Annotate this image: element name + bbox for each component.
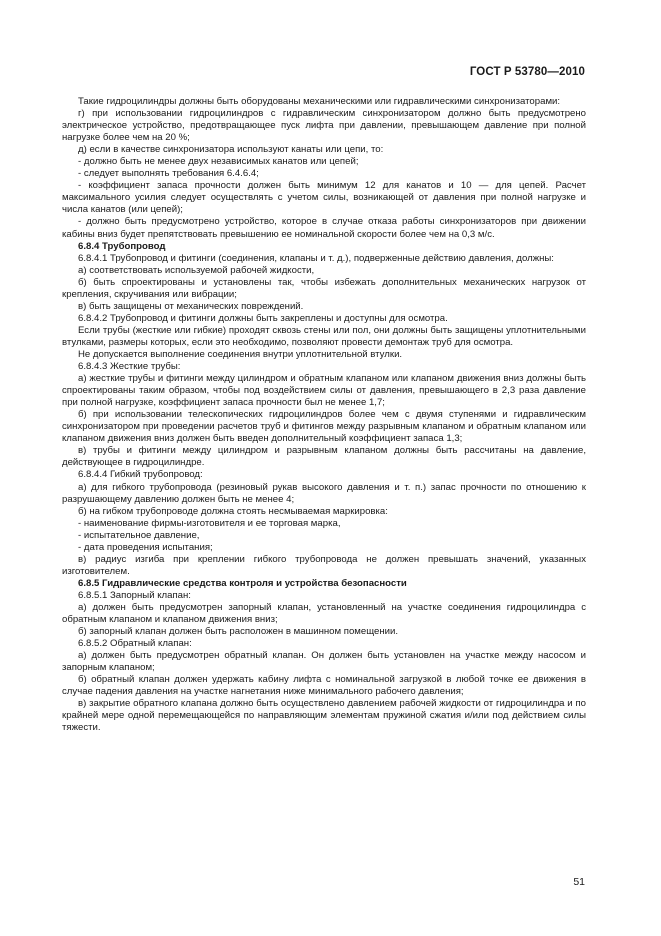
paragraph: г) при использовании гидроцилиндров с гидравлическим синхронизатором должно быть предусмотрено электрическое устройство, предотвращающее пуск лифта при давлении, превышающем давление при полной нагрузке более чем на 20 %; bbox=[62, 108, 586, 144]
paragraph: 6.8.5.2 Обратный клапан: bbox=[78, 638, 192, 650]
list-item: - дата проведения испытания; bbox=[78, 541, 213, 553]
list-item: - следует выполнять требования 6.4.6.4; bbox=[78, 168, 259, 180]
list-item: б) быть спроектированы и установлены так, чтобы избежать дополнительных механических нагрузок от крепления, скручивания или вибрации; bbox=[62, 276, 586, 300]
document-body bbox=[62, 96, 586, 734]
list-item: а) для гибкого трубопровода (резиновый рукав высокого давления и т. п.) запас прочности по отношению к разрушающему давлению должен быть не менее 4; bbox=[62, 481, 586, 505]
list-item: а) соответствовать используемой рабочей жидкости, bbox=[78, 264, 315, 276]
list-item: б) при использовании телескопических гидроцилиндров более чем с двумя ступенями и гидравлическим синхронизатором при проведении расчетов труб и фитингов между разрывным клапаном и обратным клапаном или клапаном движения вниз должен быть введен дополнительный коэффициент запаса 1,3; bbox=[62, 409, 586, 445]
list-item: а) должен быть предусмотрен обратный клапан. Он должен быть установлен на участке между насосом и запорным клапаном; bbox=[62, 650, 586, 674]
list-item: а) жесткие трубы и фитинги между цилиндром и обратным клапаном или клапаном движения вниз должны быть спроектированы таким образом, чтобы под воздействием силы от давления, превышающего в 2,3 раза давление при полной нагрузке, коэффициент запаса прочности был не менее 1,7; bbox=[62, 373, 586, 409]
paragraph: Не допускается выполнение соединения внутри уплотнительной втулки. bbox=[78, 348, 403, 360]
paragraph: Такие гидроцилиндры должны быть оборудованы механическими или гидравлическими синхронизаторами: bbox=[78, 96, 561, 107]
paragraph: 6.8.4.2 Трубопровод и фитинги должны быть закреплены и доступны для осмотра. bbox=[78, 312, 448, 324]
document-id: ГОСТ Р 53780—2010 bbox=[469, 66, 585, 78]
paragraph: 6.8.4.4 Гибкий трубопровод: bbox=[78, 469, 203, 481]
list-item: - должно быть предусмотрено устройство, которое в случае отказа работы синхронизаторов при движении кабины вниз будет препятствовать превышению ее номинальной скорости более чем на 0,3 м/с. bbox=[62, 216, 586, 240]
list-item: в) радиус изгиба при креплении гибкого трубопровода не должен превышать значений, указанных изготовителем. bbox=[62, 553, 586, 577]
section-heading: 6.8.5 Гидравлические средства контроля и устройства безопасности bbox=[78, 577, 407, 589]
page-number: 51 bbox=[573, 876, 585, 888]
section-heading: 6.8.4 Трубопровод bbox=[78, 240, 166, 252]
paragraph: 6.8.5.1 Запорный клапан: bbox=[78, 589, 191, 601]
paragraph: Если трубы (жесткие или гибкие) проходят сквозь стены или пол, они должны быть защищены уплотнительными втулками, размеры которых, если это необходимо, позволяют провести демонтаж труб для осмотра. bbox=[62, 324, 586, 348]
list-item: - должно быть не менее двух независимых канатов или цепей; bbox=[78, 156, 359, 168]
list-item: б) обратный клапан должен удержать кабину лифта с номинальной загрузкой в любой точке ее движения в случае падения давления на участке нагнетания ниже минимального рабочего давления; bbox=[62, 674, 586, 698]
list-item: в) быть защищены от механических повреждений. bbox=[78, 300, 304, 312]
list-item: - коэффициент запаса прочности должен быть минимум 12 для канатов и 10 — для цепей. Расчет максимального усилия следует осуществлять с учетом силы, возникающей от давления при полной нагрузке и числа канатов (или цепей); bbox=[62, 180, 586, 216]
paragraph: 6.8.4.3 Жесткие трубы: bbox=[78, 361, 181, 373]
list-item: б) на гибком трубопроводе должна стоять несмываемая маркировка: bbox=[78, 505, 388, 517]
list-item: - наименование фирмы-изготовителя и ее торговая марка, bbox=[78, 517, 341, 529]
paragraph: 6.8.4.1 Трубопровод и фитинги (соединения, клапаны и т. д.), подверженные действию давления, должны: bbox=[78, 252, 554, 264]
paragraph: д) если в качестве синхронизатора используют канаты или цепи, то: bbox=[78, 144, 384, 156]
list-item: в) закрытие обратного клапана должно быть осуществлено давлением рабочей жидкости от гидроцилиндра и по крайней мере одной перемещающейся по направляющим элементам пружиной сжатия и/или под действием силы тяжести. bbox=[62, 698, 586, 734]
list-item: б) запорный клапан должен быть расположен в машинном помещении. bbox=[78, 626, 399, 638]
list-item: а) должен быть предусмотрен запорный клапан, установленный на участке соединения гидроцилиндра с обратным клапаном и клапаном движения вниз; bbox=[62, 601, 586, 626]
list-item: - испытательное давление, bbox=[78, 529, 200, 541]
list-item: в) трубы и фитинги между цилиндром и разрывным клапаном должны быть рассчитаны на давление, действующее в гидроцилиндре. bbox=[62, 445, 586, 469]
